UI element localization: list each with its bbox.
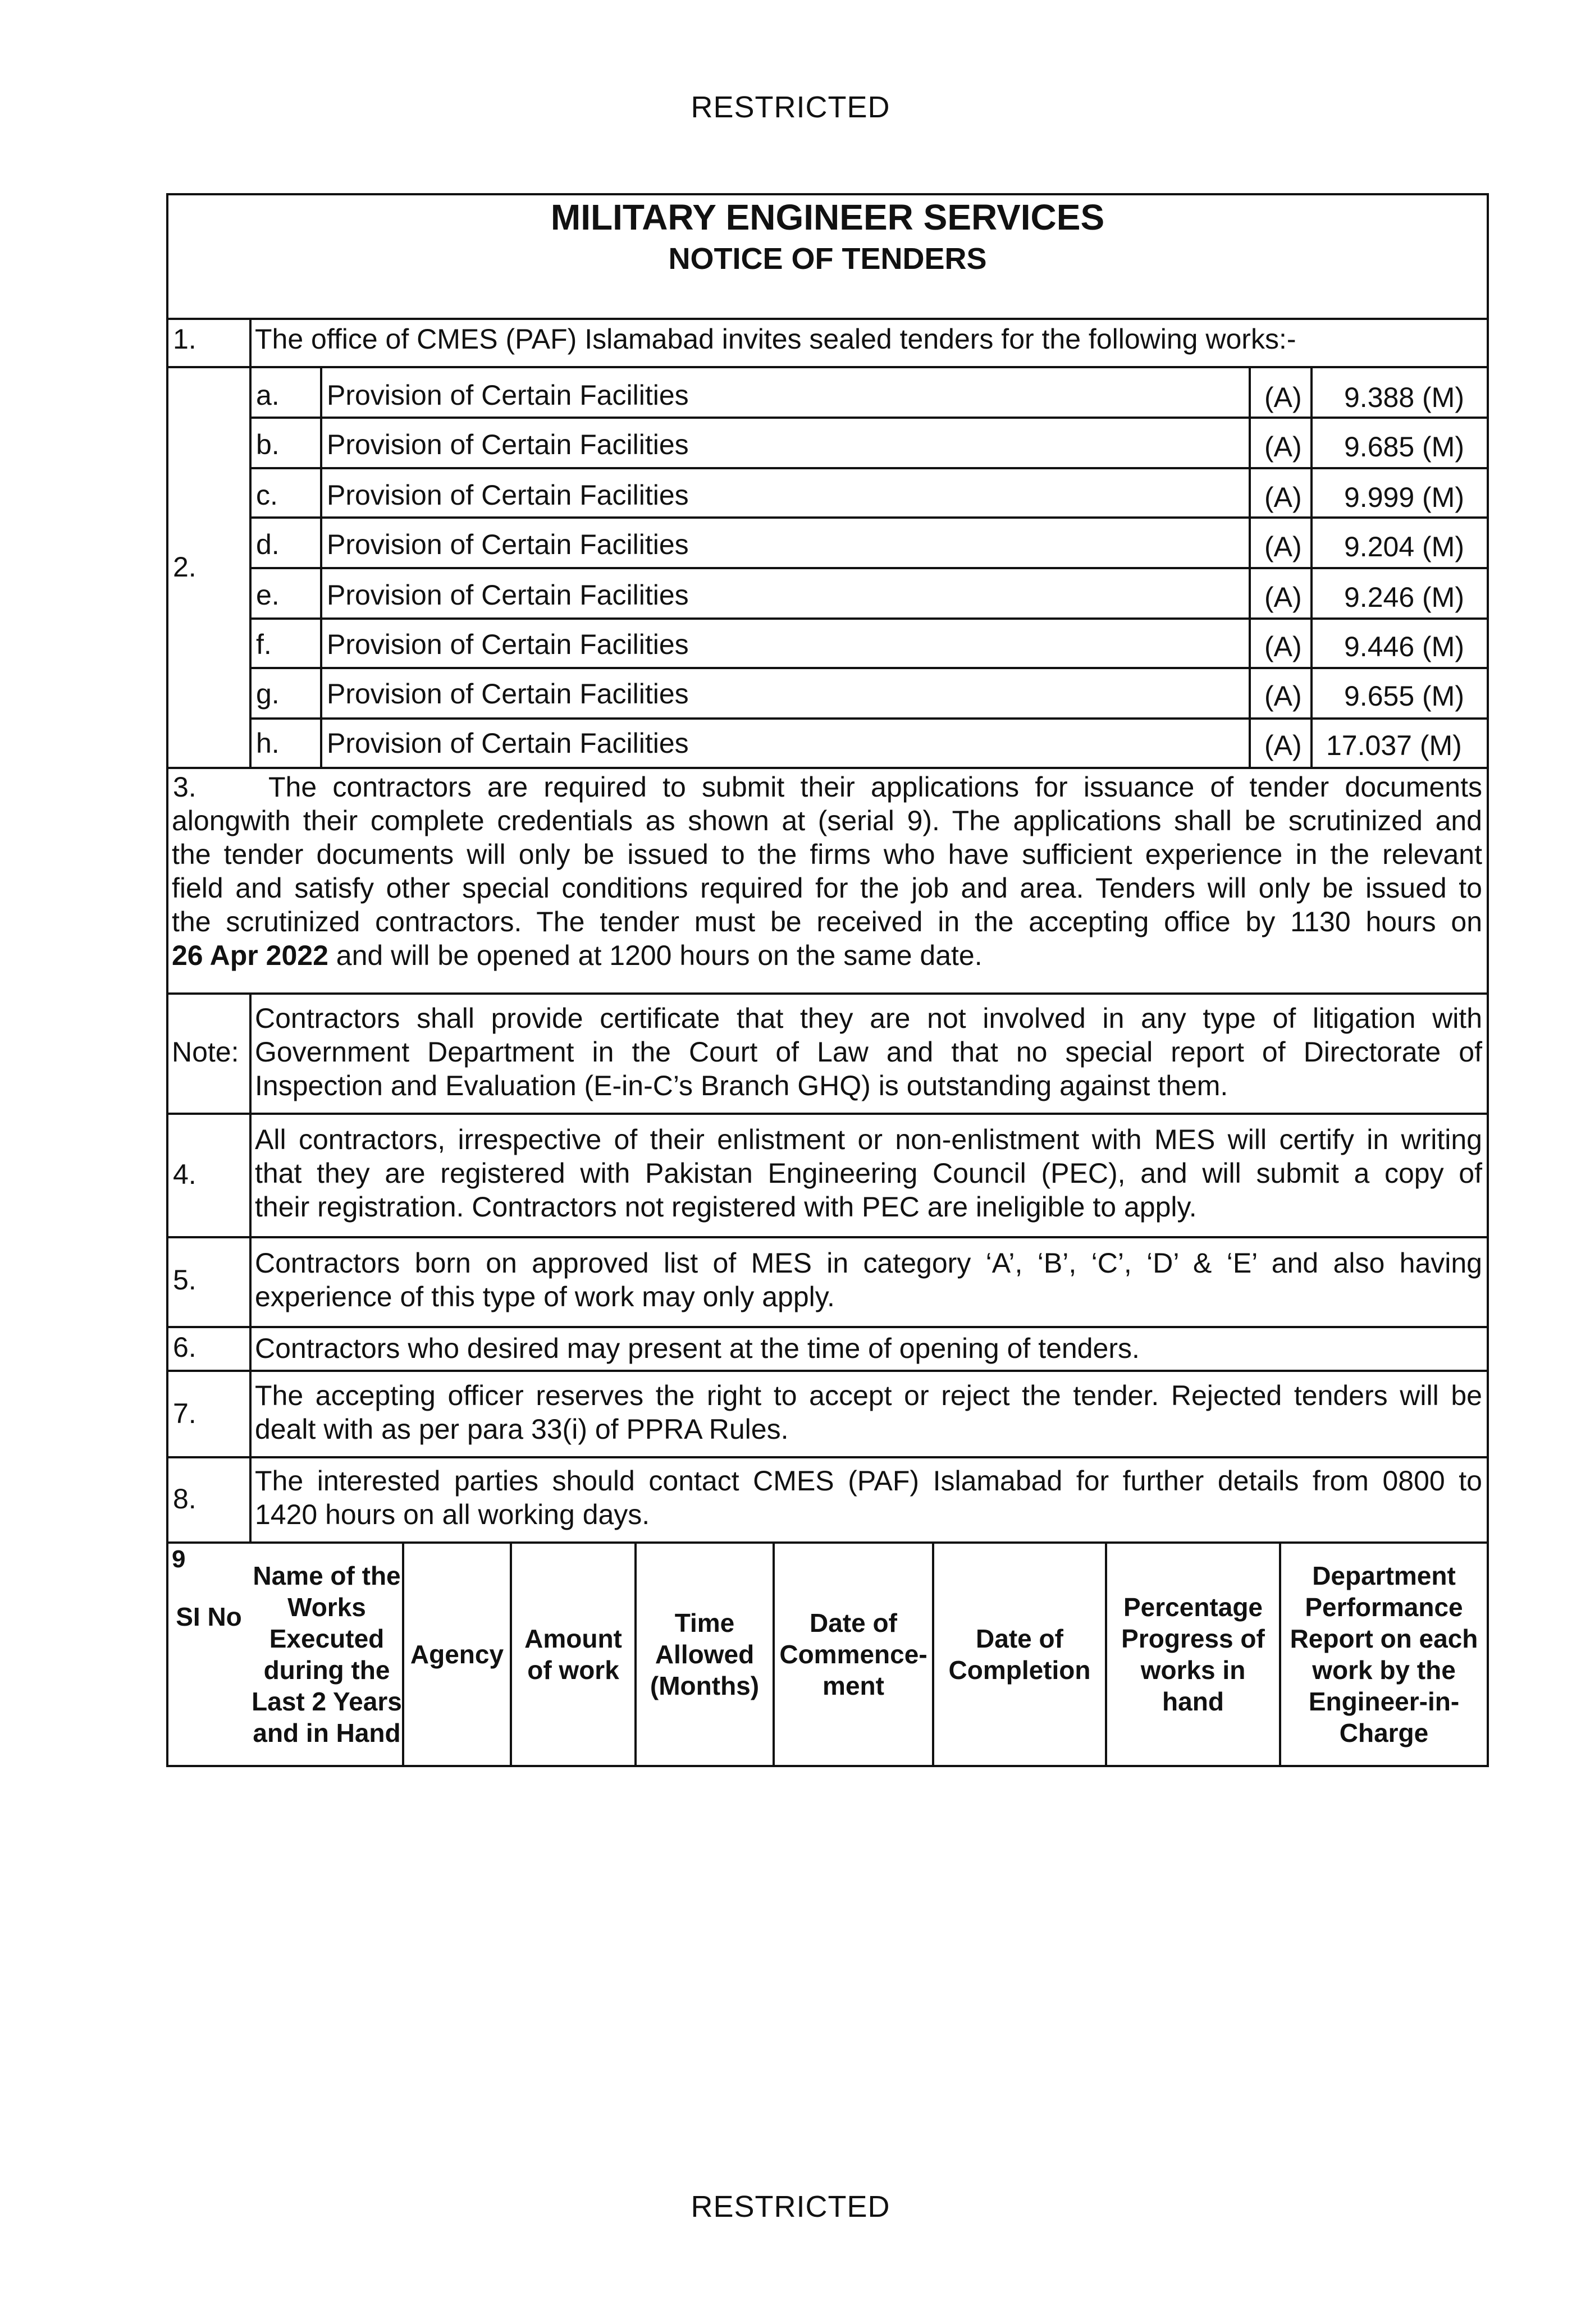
divider-para3: [166, 992, 1489, 995]
work-letter: e.: [256, 579, 280, 611]
para9-number: 9: [172, 1545, 186, 1573]
work-code: (A): [1264, 631, 1302, 662]
para3-last-line: [172, 939, 983, 972]
para5-number: 5.: [173, 1264, 197, 1296]
para8-line: 1420 hours on all working days.: [255, 1499, 650, 1530]
divider-para7: [166, 1456, 1489, 1458]
works-row-line: [249, 667, 1489, 669]
num-column-line-lower: [249, 992, 252, 1543]
para3-line: the scrutinized contractors. The tender must be received in the accepting office by 1130 hours on: [172, 906, 1482, 937]
table9-header-agency: Agency: [410, 1640, 504, 1669]
tender-date: 26 Apr 2022: [172, 940, 328, 971]
table9-header-completion: Date of Completion: [948, 1624, 1091, 1685]
divider-para6: [166, 1370, 1489, 1372]
work-letter: a.: [256, 379, 280, 411]
work-title: Provision of Certain Facilities: [327, 728, 689, 759]
note-line: Contractors shall provide certificate that they are not involved in any type of litigation with: [255, 1003, 1482, 1034]
note-line: Government Department in the Court of Law and that no special report of Directorate of: [255, 1036, 1482, 1068]
para6-text: Contractors who desired may present at the time of opening of tenders.: [255, 1333, 1140, 1364]
table9-header-si-no: SI No: [176, 1602, 242, 1631]
page-title: MILITARY ENGINEER SERVICES: [550, 197, 1105, 237]
work-amount: 9.999 (M): [1344, 482, 1464, 513]
divider-para4: [166, 1236, 1489, 1238]
work-code: (A): [1264, 582, 1302, 613]
note-label: Note:: [172, 1036, 239, 1068]
work-code: (A): [1264, 730, 1302, 761]
para2-number: 2.: [173, 551, 197, 583]
para3-number: 3.: [173, 771, 197, 803]
work-amount: 17.037 (M): [1326, 730, 1462, 761]
para1-number: 1.: [173, 323, 197, 355]
para7-line: The accepting officer reserves the right to accept or reject the tender. Rejected tenders will be: [255, 1380, 1482, 1411]
para5-line: Contractors born on approved list of MES in category ‘A’, ‘B’, ‘C’, ‘D’ & ‘E’ and also having: [255, 1247, 1482, 1279]
para1-text: The office of CMES (PAF) Islamabad invites sealed tenders for the following works:-: [255, 323, 1296, 355]
work-letter: g.: [256, 678, 280, 710]
divider-title: [166, 318, 1489, 320]
divider-para5: [166, 1326, 1489, 1328]
work-title: Provision of Certain Facilities: [327, 429, 689, 460]
works-row-line: [249, 567, 1489, 569]
work-amount: 9.246 (M): [1344, 582, 1464, 613]
para4-line: that they are registered with Pakistan Engineering Council (PEC), and will submit a copy of: [255, 1158, 1482, 1189]
work-amount: 9.655 (M): [1344, 680, 1464, 712]
work-amount: 9.446 (M): [1344, 631, 1464, 662]
para3-line: alongwith their complete credentials as shown at (serial 9). The applications shall be scrutinized and: [172, 805, 1482, 836]
work-amount: 9.685 (M): [1344, 431, 1464, 463]
table9-header-time-allowed: Time Allowed (Months): [650, 1608, 760, 1700]
work-title: Provision of Certain Facilities: [327, 529, 689, 560]
para3-line: field and satisfy other special conditions required for the job and area. Tenders will only be issued to: [172, 872, 1482, 904]
work-amount: 9.388 (M): [1344, 382, 1464, 413]
para4-line: All contractors, irrespective of their enlistment or non-enlistment with MES will certify in writing: [255, 1124, 1482, 1155]
work-code: (A): [1264, 382, 1302, 413]
table9-header-progress: Percentage Progress of works in hand: [1121, 1593, 1265, 1716]
para8-number: 8.: [173, 1483, 197, 1515]
work-code: (A): [1264, 531, 1302, 562]
work-code: (A): [1264, 431, 1302, 463]
works-row-line: [249, 467, 1489, 469]
table9-header-commencement: Date of Commence-ment: [779, 1608, 927, 1700]
work-letter: c.: [256, 479, 278, 511]
para5-line: experience of this type of work may only apply.: [255, 1281, 835, 1312]
para6-number: 6.: [173, 1332, 197, 1363]
work-letter: b.: [256, 429, 280, 460]
work-letter: h.: [256, 728, 280, 759]
work-title: Provision of Certain Facilities: [327, 479, 689, 511]
work-title: Provision of Certain Facilities: [327, 629, 689, 660]
para4-number: 4.: [173, 1159, 197, 1190]
work-title: Provision of Certain Facilities: [327, 579, 689, 611]
divider-para1: [166, 366, 1489, 368]
table9-header-performance: Department Performance Report on each work by the Engineer-in-Charge: [1290, 1561, 1478, 1747]
work-code: (A): [1264, 680, 1302, 712]
work-title: Provision of Certain Facilities: [327, 379, 689, 411]
divider-para2: [166, 767, 1489, 769]
classification-top: RESTRICTED: [691, 90, 890, 124]
note-line: Inspection and Evaluation (E-in-C’s Branch GHQ) is outstanding against them.: [255, 1070, 1228, 1101]
classification-bottom: RESTRICTED: [691, 2190, 890, 2224]
works-row-line: [249, 717, 1489, 720]
para3-line: The contractors are required to submit their applications for issuance of tender documents: [268, 771, 1482, 803]
para4-line: their registration. Contractors not registered with PEC are ineligible to apply.: [255, 1191, 1197, 1223]
work-code: (A): [1264, 482, 1302, 513]
num-column-line-upper: [249, 318, 252, 768]
para3-line-end: and will be opened at 1200 hours on the same date.: [328, 940, 983, 971]
table9-header-works-name: Name of the Works Executed during the Last 2 Years and in Hand: [252, 1561, 402, 1747]
para3-line: the tender documents will only be issued to the firms who have sufficient experience in the relevant: [172, 839, 1482, 870]
works-row-line: [249, 417, 1489, 419]
divider-note: [166, 1113, 1489, 1115]
work-letter: d.: [256, 529, 280, 560]
work-title: Provision of Certain Facilities: [327, 678, 689, 710]
page-subtitle: NOTICE OF TENDERS: [668, 242, 987, 276]
para7-number: 7.: [173, 1398, 197, 1429]
works-row-line: [249, 516, 1489, 519]
table9-header-amount: Amount of work: [524, 1624, 622, 1685]
para7-line: dealt with as per para 33(i) of PPRA Rules.: [255, 1413, 789, 1445]
work-letter: f.: [256, 629, 272, 660]
para8-line: The interested parties should contact CMES (PAF) Islamabad for further details from 0800 to: [255, 1465, 1482, 1497]
works-row-line: [249, 617, 1489, 620]
work-amount: 9.204 (M): [1344, 531, 1464, 562]
